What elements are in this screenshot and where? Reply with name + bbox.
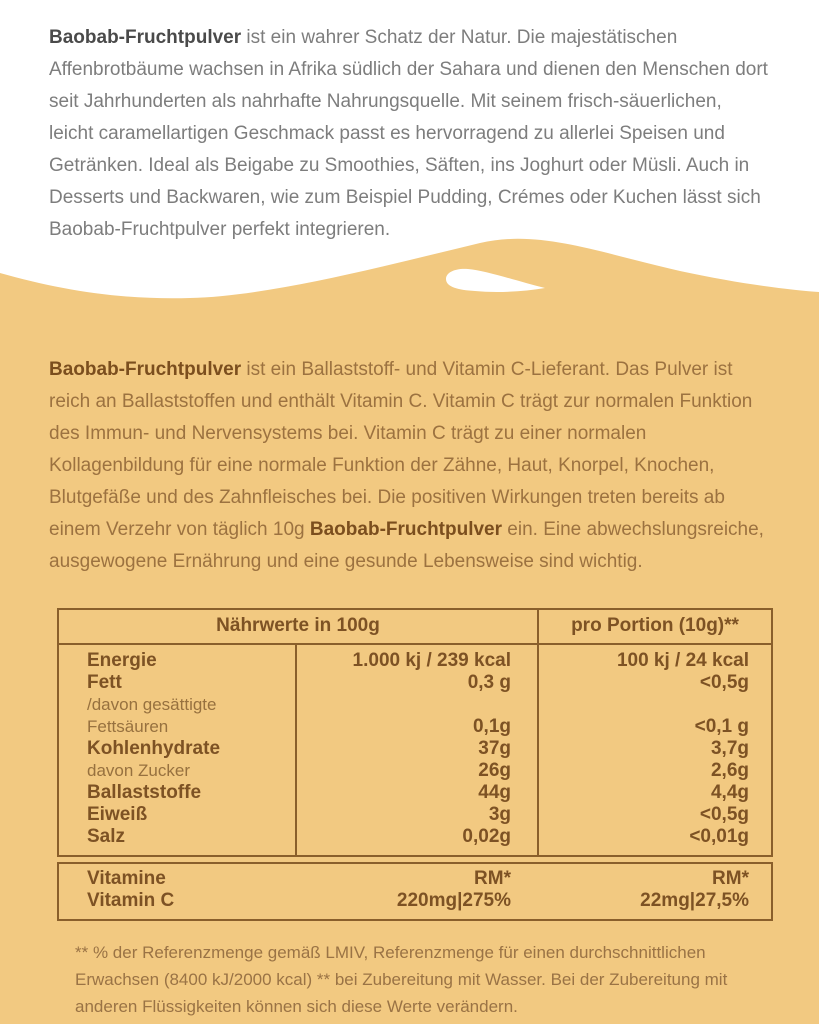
nutrient-value-portion: 100 kj / 24 kcal <box>616 650 749 671</box>
nutrient-value-100g: 26g <box>478 760 511 781</box>
nutrient-value-100g: 44g <box>478 782 511 803</box>
nutrient-value-100g: 1.000 kj / 239 kcal <box>352 650 511 671</box>
nutrient-value-portion: <0,1 g <box>694 716 749 737</box>
intro-text: ist ein wahrer Schatz der Natur. Die majestätischen Affenbrotbäume wachsen in Afrika südlich der Sahara und dienen den Menschen dort seit Jahrhunderten als nahrhafte Nahrungsquelle. Mit seinem frisch-säuerlichen, leicht caramellartigen Geschmack passt es hervorragend zu allerlei Speisen und Getränken. Ideal als Beigabe zu Smoothies, Säften, ins Joghurt oder Müsli. Auch in Desserts und Backwaren, wie zum Beispiel Pudding, Crémes oder Kuchen lässt sich Baobab-Fruchtpulver perfekt integrieren. <box>49 27 768 240</box>
nutrient-label: Eiweiß <box>87 804 148 825</box>
nutrient-value-portion: 2,6g <box>710 760 749 781</box>
nutrient-label: davon Zucker <box>87 761 190 780</box>
vitamin-row <box>59 868 771 890</box>
nutrient-value-100g: 3g <box>488 804 511 825</box>
values-portion-column <box>537 645 771 855</box>
nutrient-label: Salz <box>87 826 126 847</box>
footnote: ** % der Referenzmenge gemäß LMIV, Referenzmenge für einen durchschnittlichen Erwachsen (8400 kJ/2000 kcal) ** bei Zubereitung mit Wasser. Bei der Zubereitung mit anderen Flüssigkeiten können sich diese Werte verändern. <box>75 943 728 1016</box>
nutrient-label: Kohlenhydrate <box>87 738 221 759</box>
nutrient-value-portion: <0,01g <box>689 826 749 847</box>
wave-shape <box>0 235 819 310</box>
nutrient-label: Energie <box>87 650 157 671</box>
vitamin-value-100g: 220mg|275% <box>396 890 511 911</box>
nutrient-value-portion: 4,4g <box>710 782 749 803</box>
nutrient-label: Fettsäuren <box>87 717 169 736</box>
labels-column <box>59 645 295 855</box>
table-header-row <box>57 608 773 645</box>
wave-fill <box>0 239 819 310</box>
nutrient-value-100g <box>297 694 537 716</box>
intro-paragraph <box>49 22 769 246</box>
product-name-bold: Baobab-Fruchtpulver <box>309 519 503 540</box>
product-name-bold: Baobab-Fruchtpulver <box>49 27 242 48</box>
nutrient-label: Ballaststoffe <box>87 782 202 803</box>
nutrient-value-portion: 3,7g <box>710 738 749 759</box>
vitamin-label: Vitamine <box>87 868 166 889</box>
nutrient-value-portion: <0,5g <box>699 672 749 693</box>
benefits-text-1: ist ein Ballaststoff- und Vitamin C-Lieferant. Das Pulver ist reich an Ballaststoffen und enthält Vitamin C. Vitamin C trägt zur normalen Funktion des Immun- und Nervensystems bei. Vitamin C trägt zu einer normalen Kollagenbildung für eine normale Funktion der Zähne, Haut, Knorpel, Knochen, Blutgefäße und des Zahnfleisches bei. Die positiven Wirkungen treten bereits ab einem Verzehr von täglich 10g <box>49 359 753 540</box>
benefits-section <box>0 310 819 1024</box>
vitamin-value-100g: RM* <box>474 868 511 889</box>
nutrient-value-portion: <0,5g <box>699 804 749 825</box>
nutrient-label: /davon gesättigte <box>87 695 217 714</box>
nutrient-value-100g: 0,1g <box>472 716 511 737</box>
nutrition-table <box>57 608 773 921</box>
values-100g-column <box>295 645 537 855</box>
benefits-text-2: ein. Eine abwechslungsreiche, ausgewogene Ernährung und eine gesunde Lebensweise sind wichtig. <box>49 519 764 572</box>
product-name-bold: Baobab-Fruchtpulver <box>49 359 242 380</box>
vitamin-value-portion: RM* <box>712 868 749 889</box>
vitamin-row <box>59 890 771 912</box>
header-cell-nahrwerte: Nährwerte in 100g <box>216 615 380 636</box>
vitamin-value-portion: 22mg|27,5% <box>640 890 749 911</box>
wave-divider <box>0 235 819 310</box>
nutrient-label: Fett <box>87 672 122 693</box>
header-cell-portion: pro Portion (10g)** <box>537 610 771 643</box>
nutrient-value-100g: 0,3 g <box>467 672 511 693</box>
nutrient-value-100g: 37g <box>478 738 511 759</box>
nutrient-value-100g: 0,02g <box>462 826 511 847</box>
vitamins-box <box>57 862 773 921</box>
intro-section <box>0 0 819 240</box>
table-body <box>57 645 773 857</box>
vitamin-label: Vitamin C <box>87 890 175 911</box>
nutrient-value-portion <box>539 694 771 716</box>
benefits-paragraph <box>49 354 769 578</box>
